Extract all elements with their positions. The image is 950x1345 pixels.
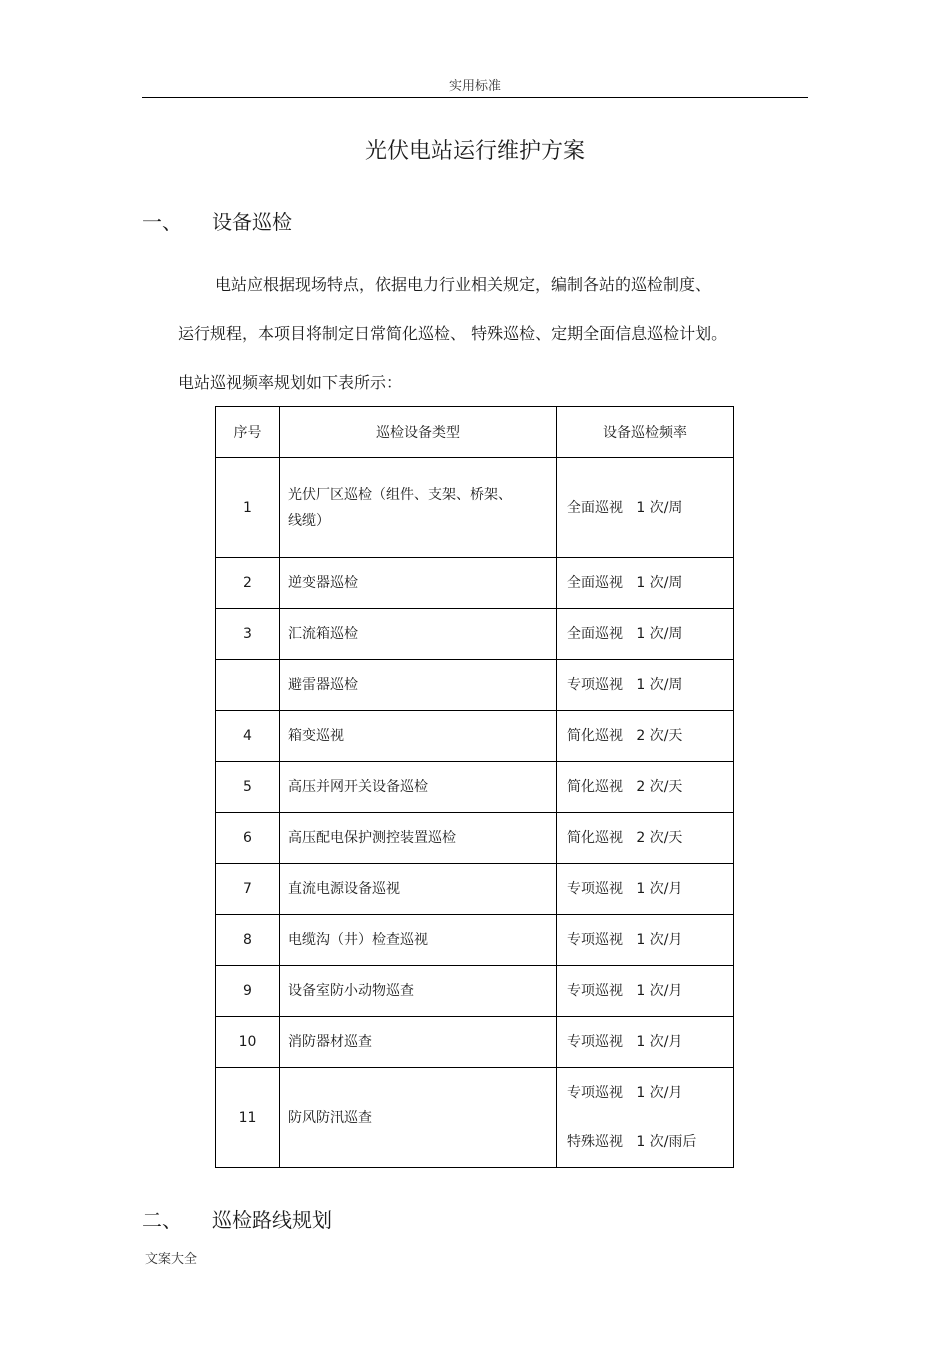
device-type-text: 逆变器巡检 [288,575,358,591]
section-2-title: 巡检路线规划 [212,1208,332,1232]
cell-frequency [557,762,734,813]
device-type-text: 防风防汛巡查 [288,1109,372,1126]
cell-device-type [280,711,557,762]
section-1-heading [142,206,292,235]
cell-frequency [557,458,734,558]
cell-device-type [280,660,557,711]
cell-device-type [280,813,557,864]
page-footer: 文案大全 [145,1252,198,1267]
cell-frequency [557,966,734,1017]
header-cell-no: 序号 [216,407,280,458]
device-type-text: 线缆） [288,512,330,529]
device-type-text: 箱变巡视 [288,728,344,744]
table-row [216,1017,734,1068]
header-cell-type: 巡检设备类型 [280,407,557,458]
table-header-row [216,407,734,458]
cell-no [216,660,280,711]
frequency-text: 专项巡视 1 次/月 [567,932,683,948]
table-row [216,915,734,966]
table-row [216,711,734,762]
frequency-text: 专项巡视 1 次/月 [567,1084,683,1101]
cell-frequency [557,660,734,711]
device-type-text: 直流电源设备巡视 [288,881,400,897]
frequency-text: 全面巡视 1 次/周 [567,626,683,642]
header-rule [142,97,808,98]
cell-frequency [557,1017,734,1068]
table-row [216,966,734,1017]
cell-frequency [557,813,734,864]
frequency-text: 简化巡视 2 次/天 [567,779,683,795]
frequency-text: 全面巡视 1 次/周 [567,575,683,591]
section-2-number: 二、 [142,1208,182,1232]
section-1-title: 设备巡检 [212,210,292,234]
cell-no: 8 [216,915,280,966]
header-cell-frequency: 设备巡检频率 [557,407,734,458]
cell-device-type [280,864,557,915]
device-type-text: 消防器材巡查 [288,1034,372,1050]
cell-no: 4 [216,711,280,762]
table-row [216,864,734,915]
section-2-heading [142,1204,332,1233]
cell-no: 6 [216,813,280,864]
frequency-text: 特殊巡视 1 次/雨后 [567,1133,697,1150]
paragraph-line-1: 电站应根据现场特点，依据电力行业相关规定，编制各站的巡检制度、 [215,275,712,294]
cell-frequency [557,558,734,609]
table-row [216,609,734,660]
cell-frequency [557,1068,734,1168]
cell-frequency [557,864,734,915]
frequency-text: 专项巡视 1 次/周 [567,677,683,693]
device-type-text: 高压并网开关设备巡检 [288,779,428,795]
cell-no: 11 [216,1068,280,1168]
frequency-text: 全面巡视 1 次/周 [567,499,683,516]
cell-frequency [557,609,734,660]
frequency-text: 专项巡视 1 次/月 [567,881,683,897]
cell-no: 5 [216,762,280,813]
cell-frequency [557,711,734,762]
paragraph-line-3: 电站巡视频率规划如下表所示： [178,373,403,392]
frequency-text: 专项巡视 1 次/月 [567,983,683,999]
cell-device-type [280,609,557,660]
inspection-frequency-table [215,406,734,1168]
paragraph-line-2: 运行规程，本项目将制定日常简化巡检、 特殊巡检、定期全面信息巡检计划。 [178,324,728,343]
cell-no: 9 [216,966,280,1017]
cell-device-type [280,1017,557,1068]
cell-no: 2 [216,558,280,609]
cell-device-type [280,1068,557,1168]
frequency-text: 简化巡视 2 次/天 [567,830,683,846]
cell-device-type [280,558,557,609]
cell-device-type [280,966,557,1017]
cell-device-type [280,762,557,813]
document-title: 光伏电站运行维护方案 [364,139,585,164]
device-type-text: 汇流箱巡检 [288,626,358,642]
frequency-text: 专项巡视 1 次/月 [567,1034,683,1050]
cell-device-type [280,458,557,558]
cell-no: 1 [216,458,280,558]
table-row [216,660,734,711]
table-row [216,458,734,558]
device-type-text: 光伏厂区巡检（组件、支架、桥架、 [288,486,512,503]
device-type-text: 高压配电保护测控装置巡检 [288,830,456,846]
page-header: 实用标准 [448,79,501,94]
frequency-text: 简化巡视 2 次/天 [567,728,683,744]
table-row [216,1068,734,1168]
device-type-text: 电缆沟（井）检查巡视 [288,932,428,948]
cell-no: 7 [216,864,280,915]
table-row [216,813,734,864]
table-row [216,558,734,609]
table-row [216,762,734,813]
section-1-number: 一、 [142,210,182,234]
cell-frequency [557,915,734,966]
cell-no: 3 [216,609,280,660]
device-type-text: 设备室防小动物巡查 [288,983,414,999]
device-type-text: 避雷器巡检 [288,677,358,693]
cell-device-type [280,915,557,966]
cell-no: 10 [216,1017,280,1068]
table-body [216,458,734,1168]
